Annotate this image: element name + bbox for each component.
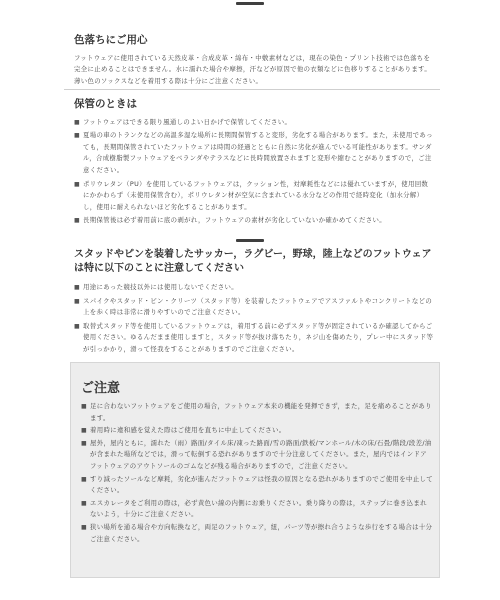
bullet-marker: ■ [81,523,88,531]
storage-item [74,130,434,176]
bullet-marker: ■ [81,427,88,435]
bullet-marker: ■ [74,132,81,140]
notice-item [81,401,433,424]
divider-1 [64,89,440,90]
storage-heading: 保管のときは [74,98,137,110]
bullet-marker: ■ [81,439,88,447]
storage-item-text: 夏場の車のトランクなどの高温多湿な場所に長期間保管すると変形，劣化する場合があります。また，未使用であっても，長期間保管されていたフットウェアは時間の経過とともに自然に劣化が進んでいる可能性があります。サンダル，合成樹脂製フットウェアをベランダやテラスなどに長時間放置されますと変形や縮むことがありますので，ご注意ください。 [83,131,433,175]
storage-item-text: 長期保管後は必ず着用前に底の剥がれ，フットウェアの素材が劣化していないか確かめてください。 [83,216,387,225]
notice-list [81,401,433,546]
bullet-marker: ■ [74,297,81,305]
top-divider-bar [236,2,264,5]
notice-item-text: 屋外，屋内ともに，濡れた（雨）路面/タイル床/凍った路面/雪の路面/鉄板/マンホール/木の床/石畳/階段/段差/油が含まれた場所などでは，滑って転倒する恐れがありますので十分注意してください。また，屋内ではインドアフットウェアのアウトソールのゴムなどが残る場合がありますので，ご注意ください。 [90,438,432,470]
notice-item [81,438,433,473]
spike-item [74,296,434,319]
notice-item [81,522,433,545]
bullet-marker: ■ [74,180,81,188]
color-fade-heading: 色落ちにご用心 [74,34,148,46]
storage-item [74,117,434,129]
bullet-marker: ■ [81,475,88,483]
notice-item-text: 足に合わないフットウェアをご使用の場合，フットウェア本来の機能を発揮できず，また，足を痛めることがあります。 [90,402,432,422]
notice-box [70,362,440,578]
bullet-marker: ■ [81,403,88,410]
notice-item-text: 狭い場所を通る場合や方向転換など，両足のフットウェア，紐，パーツ等が擦れ合うような歩行をする場合は十分ご注意ください。 [90,522,433,543]
notice-item-text: エスカレータをご利用の際は，必ず黄色い線の内側にお乗りください。乗り降りの際は，ステップに巻き込まれないよう，十分にご注意ください。 [90,498,427,519]
storage-item-text: ポリウレタン（PU）を使用しているフットウェアは，クッション性，対摩耗性などには優れていますが，使用回数にかかわらず（未使用保管含む），ポリウレタン材が空気に含まれている水分などの作用で経時変化（加水分解）し，使用に耐えられないほど劣化することがあります。 [83,179,429,211]
bullet-marker: ■ [74,284,81,291]
spike-item [74,282,434,294]
notice-item-text: すり減ったソールなど摩耗，劣化が進んだフットウェアは怪我の原因となる恐れがありますのでご使用を中止してください。 [90,474,433,495]
color-fade-section [74,34,434,87]
bullet-marker: ■ [74,118,81,126]
storage-section [74,98,434,229]
bullet-marker: ■ [81,499,88,507]
spike-heading: スタッドやピンを装着したサッカー，ラグビー，野球，陸上などのフットウェアは特に以下のことに注意してください [74,249,432,274]
storage-item [74,215,434,227]
spike-item-text: スパイクやスタッド・ピン・クリーツ（スタッド等）を装着したフットウェアでアスファルトやコンクリートなどの上を歩く時は非常に滑りやすいのでご注意ください。 [83,296,433,317]
bullet-marker: ■ [74,217,81,225]
storage-item-text: フットウェアはできる限り風通しのよい日かげで保管してください。 [83,117,292,126]
notice-item [81,474,433,497]
notice-item-text: 着用時に違和感を覚えた際はご使用を直ちに中止してください。 [90,426,286,435]
notice-heading: ご注意 [81,381,121,396]
middle-divider-bar [236,239,264,242]
spike-item [74,321,434,356]
color-fade-body: フットウェアに使用されている天然皮革・合成皮革・綿布・中敷素材などは，現在の染色・プリント技術では色落ちを完全に止めることはできません。水に濡れた場合や摩擦，汗などが原因で他の衣類などに色移りすることがあります。薄い色のソックスなどを着用する際は十分にご注意ください。 [74,53,432,85]
notice-item [81,498,433,521]
spike-section [74,248,434,358]
storage-item [74,179,434,214]
spike-item-text: 用途にあった競技以外には使用しないでください。 [83,283,238,291]
notice-item [81,425,433,437]
spike-item-text: 取替式スタッド等を使用しているフットウェアは，着用する前に必ずスタッド等が固定されているか確認してからご使用ください。ゆるんだまま使用しますと，スタッド等が抜け落ちたり，ネジ山を傷めたり，プレー中にスタッド等が引っかかり，滑って怪我をすることがありますのでご注意ください。 [83,321,434,353]
bullet-marker: ■ [74,322,81,330]
